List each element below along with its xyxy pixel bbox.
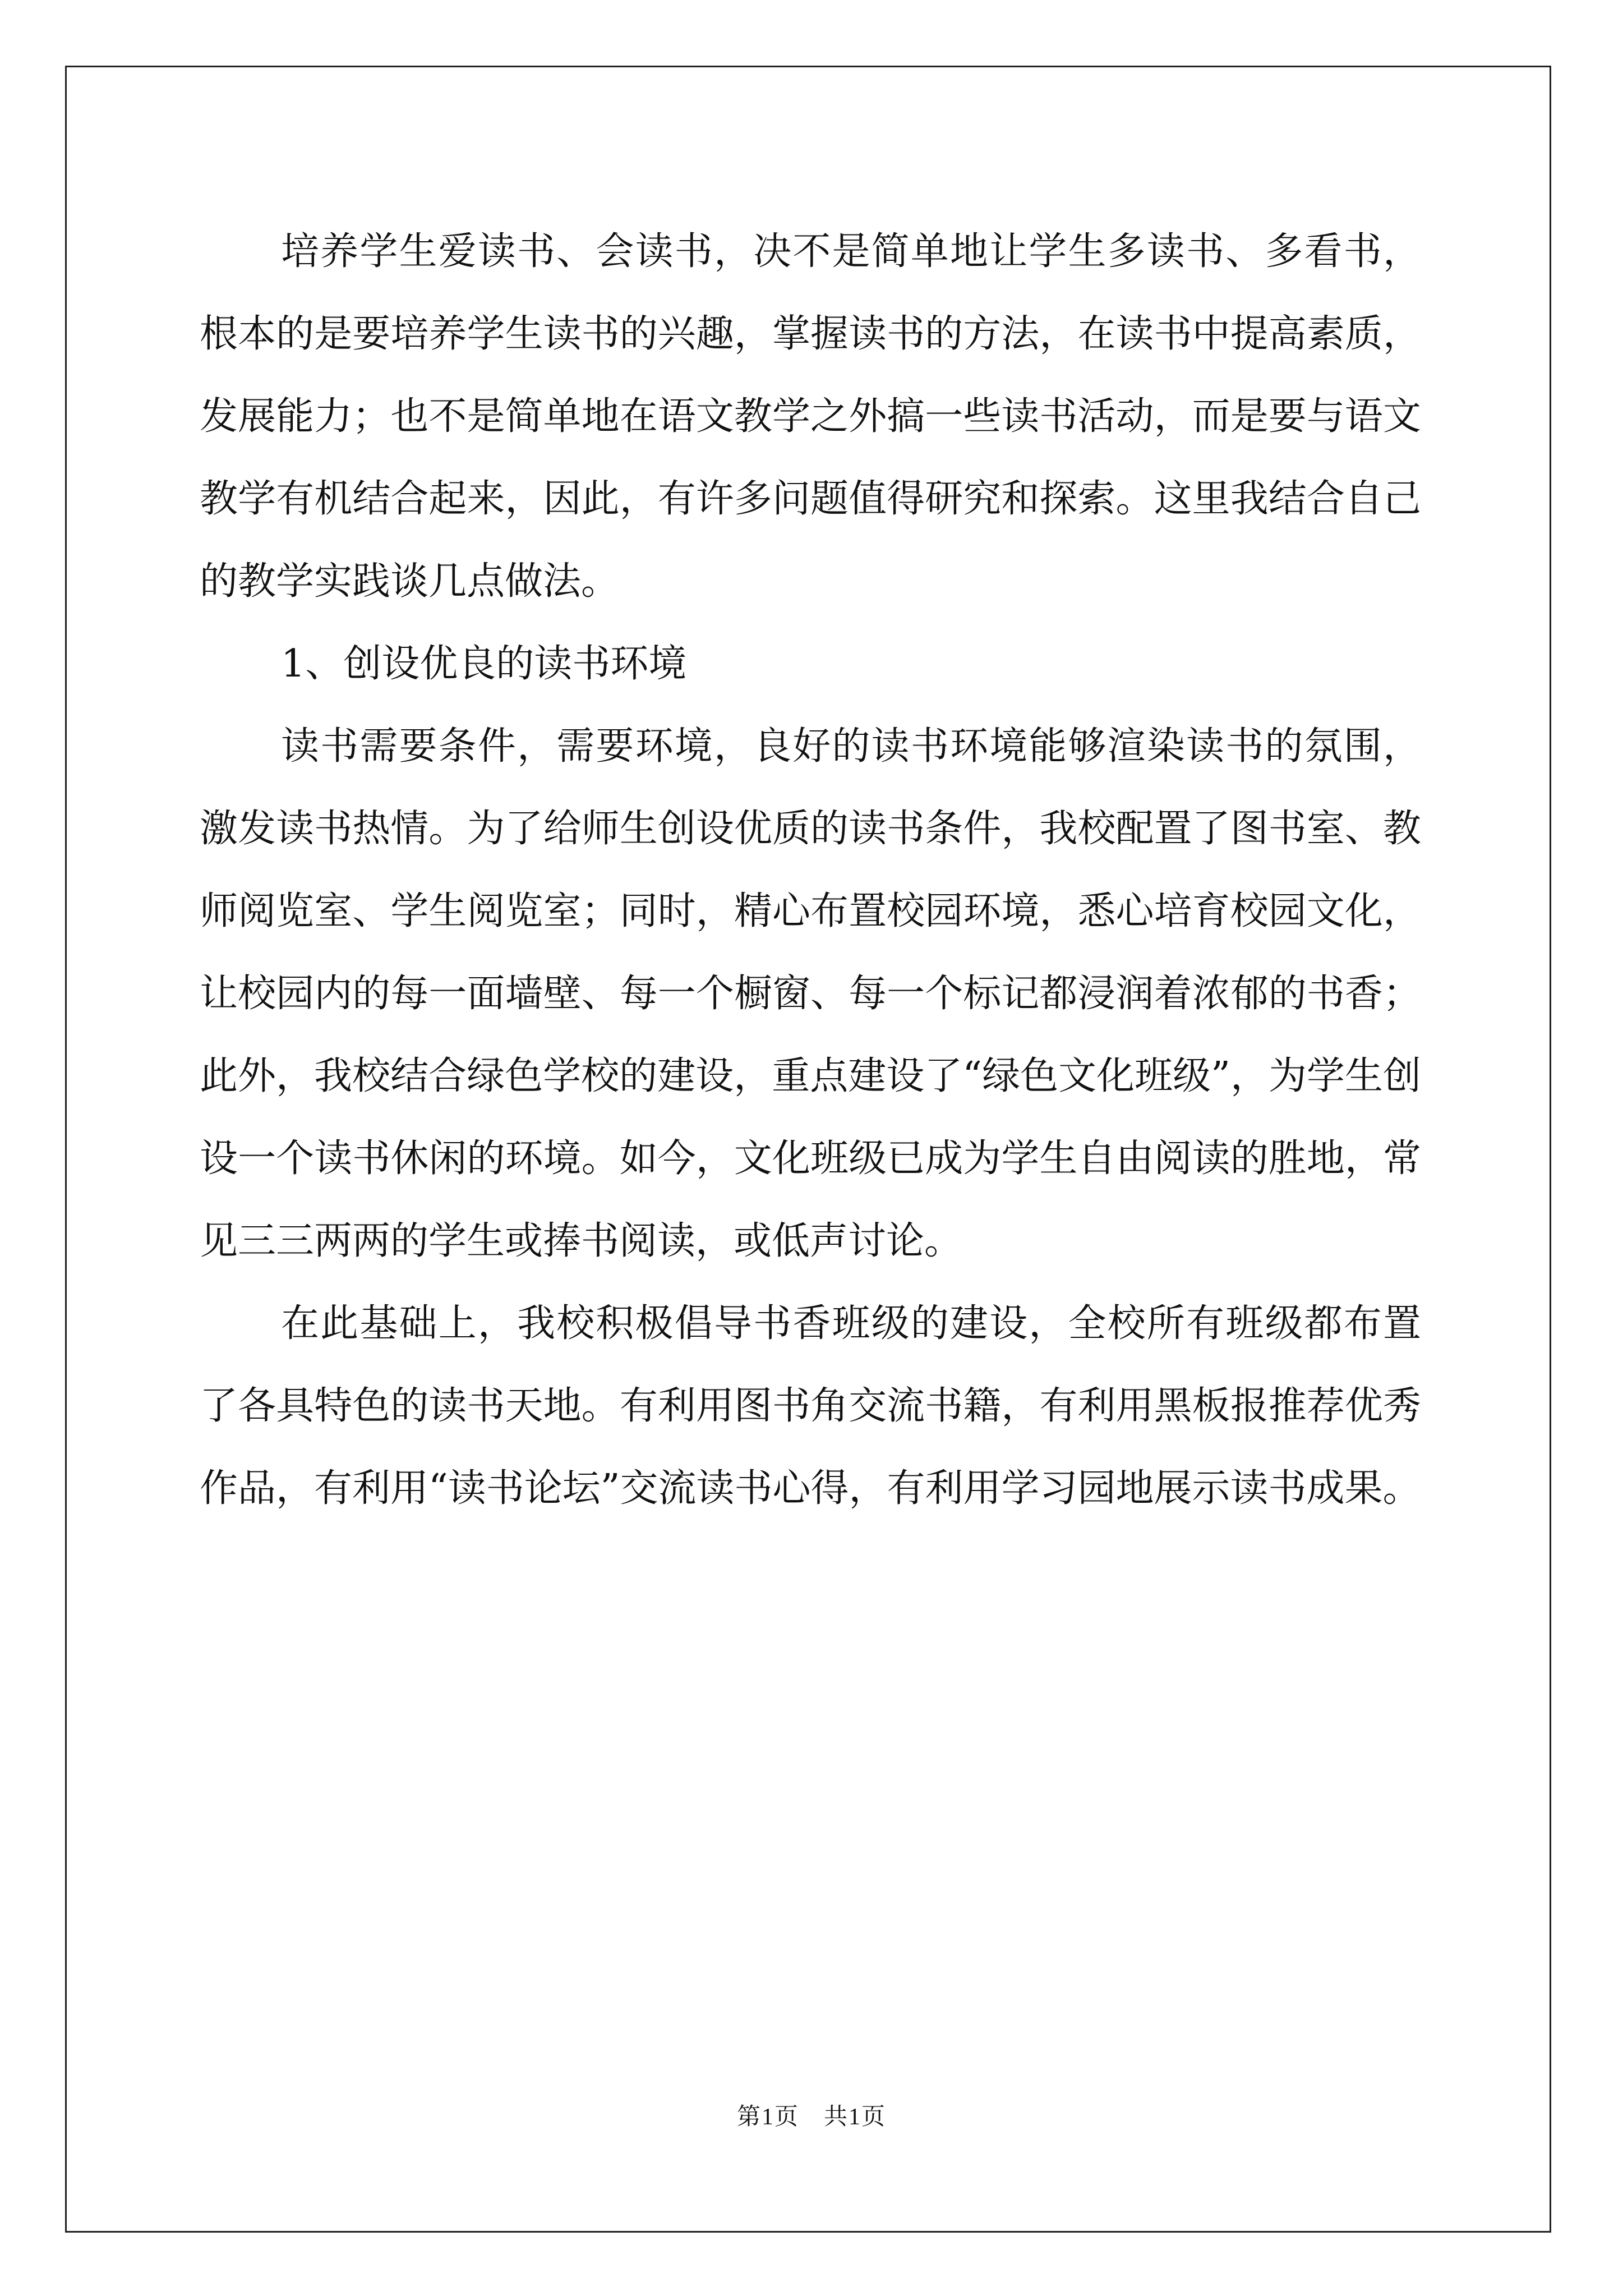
paragraph-intro: 培养学生爱读书、会读书，决不是简单地让学生多读书、多看书，根本的是要培养学生读书的兴趣，掌握读书的方法，在读书中提高素质，发展能力；也不是简单地在语文教学之外搞一些读书活动，而是要与语文教学有机结合起来，因此，有许多问题值得研究和探索。这里我结合自己的教学实践谈几点做法。 (200, 229, 1421, 604)
paragraph-reading-environment: 读书需要条件，需要环境，良好的读书环境能够渲染读书的氛围，激发读书热情。为了给师生创设优质的读书条件，我校配置了图书室、教师阅览室、学生阅览室；同时，精心布置校园环境，悉心培育校园文化，让校园内的每一面墙壁、每一个橱窗、每一个标记都浸润着浓郁的书香；此外，我校结合绿色学校的建设，重点建设了“绿色文化班级”，为学生创设一个读书休闲的环境。如今，文化班级已成为学生自由阅读的胜地，常见三三两两的学生或捧书阅读，或低声讨论。 (200, 724, 1421, 1263)
document-body (200, 210, 1421, 1530)
page-number-footer: 第1页 共1页 (736, 2104, 886, 2130)
section-heading-1: 1、创设优良的读书环境 (281, 642, 687, 686)
paragraph-class-reading-corners: 在此基础上，我校积极倡导书香班级的建设，全校所有班级都布置了各具特色的读书天地。有利用图书角交流书籍，有利用黑板报推荐优秀作品，有利用“读书论坛”交流读书心得，有利用学习园地展示读书成果。 (200, 1301, 1421, 1511)
